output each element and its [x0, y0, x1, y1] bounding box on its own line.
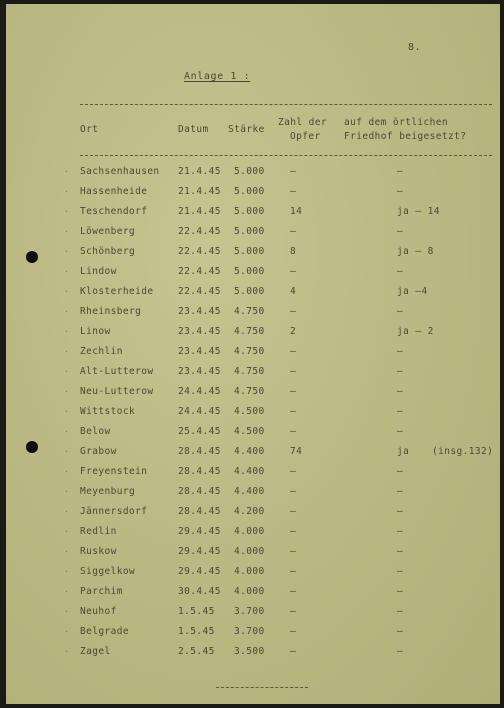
table-row: [6, 466, 500, 486]
table-row: [6, 266, 500, 286]
cell-opfer: –: [290, 366, 297, 377]
cell-friedhof: ja – 8: [397, 246, 434, 257]
end-rule: [216, 687, 308, 688]
cell-opfer: –: [290, 406, 297, 417]
cell-datum: 25.4.45: [178, 426, 221, 437]
cell-staerke: 4.500: [234, 406, 265, 417]
cell-ort: Freyenstein: [80, 466, 148, 477]
cell-ort: Klosterheide: [80, 286, 154, 297]
cell-ort: Linow: [80, 326, 111, 337]
cell-ort: Lindow: [80, 266, 117, 277]
cell-datum: 23.4.45: [178, 366, 221, 377]
cell-opfer: –: [290, 546, 297, 557]
cell-ort: Wittstock: [80, 406, 136, 417]
cell-staerke: 5.000: [234, 246, 265, 257]
row-tick-mark: ·: [64, 407, 70, 416]
cell-ort: Teschendorf: [80, 206, 148, 217]
header-friedhof-line2: Friedhof beigesetzt?: [344, 131, 467, 142]
table-row: [6, 246, 500, 266]
table-row: [6, 406, 500, 426]
row-tick-mark: ·: [64, 607, 70, 616]
row-tick-mark: ·: [64, 627, 70, 636]
table-row: [6, 506, 500, 526]
cell-datum: 30.4.45: [178, 586, 221, 597]
table-top-rule: [80, 104, 492, 105]
table-row: [6, 526, 500, 546]
cell-opfer: 74: [290, 446, 303, 457]
page-number: 8.: [408, 42, 422, 53]
cell-staerke: 3.700: [234, 606, 265, 617]
cell-staerke: 4.400: [234, 466, 265, 477]
table-row: [6, 566, 500, 586]
cell-datum: 1.5.45: [178, 626, 215, 637]
cell-friedhof: –: [397, 306, 404, 317]
cell-staerke: 3.700: [234, 626, 265, 637]
cell-ort: Grabow: [80, 446, 117, 457]
cell-opfer: 14: [290, 206, 303, 217]
cell-opfer: –: [290, 646, 297, 657]
cell-ort: Löwenberg: [80, 226, 136, 237]
cell-datum: 29.4.45: [178, 566, 221, 577]
cell-opfer: –: [290, 466, 297, 477]
document-page: [6, 4, 500, 704]
table-row: [6, 366, 500, 386]
cell-ort: Rheinsberg: [80, 306, 142, 317]
cell-staerke: 4.000: [234, 546, 265, 557]
cell-opfer: –: [290, 186, 297, 197]
cell-staerke: 4.750: [234, 326, 265, 337]
cell-opfer: –: [290, 606, 297, 617]
header-friedhof-line1: auf dem örtlichen: [344, 117, 449, 128]
cell-datum: 29.4.45: [178, 526, 221, 537]
row-tick-mark: ·: [64, 447, 70, 456]
row-tick-mark: ·: [64, 467, 70, 476]
cell-ort: Sachsenhausen: [80, 166, 160, 177]
cell-staerke: 5.000: [234, 266, 265, 277]
row-tick-mark: ·: [64, 267, 70, 276]
header-datum: Datum: [178, 124, 209, 135]
cell-staerke: 4.750: [234, 386, 265, 397]
cell-staerke: 5.000: [234, 226, 265, 237]
cell-staerke: 4.750: [234, 346, 265, 357]
cell-opfer: 8: [290, 246, 297, 257]
cell-staerke: 4.500: [234, 426, 265, 437]
cell-friedhof: –: [397, 646, 404, 657]
cell-datum: 21.4.45: [178, 166, 221, 177]
cell-ort: Belgrade: [80, 626, 129, 637]
cell-friedhof: –: [397, 606, 404, 617]
cell-opfer: –: [290, 566, 297, 577]
cell-friedhof: –: [397, 546, 404, 557]
cell-note: (insg.132): [432, 446, 494, 457]
table-row: [6, 486, 500, 506]
cell-datum: 21.4.45: [178, 206, 221, 217]
header-opfer-line2: Opfer: [290, 131, 321, 142]
header-ort: Ort: [80, 124, 99, 135]
table-row: [6, 286, 500, 306]
cell-ort: Meyenburg: [80, 486, 136, 497]
table-row: [6, 546, 500, 566]
row-tick-mark: ·: [64, 587, 70, 596]
row-tick-mark: ·: [64, 287, 70, 296]
cell-staerke: 5.000: [234, 286, 265, 297]
table-row: [6, 226, 500, 246]
table-row: [6, 626, 500, 646]
cell-staerke: 4.200: [234, 506, 265, 517]
cell-ort: Zechlin: [80, 346, 123, 357]
cell-ort: Parchim: [80, 586, 123, 597]
cell-staerke: 3.500: [234, 646, 265, 657]
cell-opfer: 4: [290, 286, 297, 297]
row-tick-mark: ·: [64, 307, 70, 316]
cell-ort: Redlin: [80, 526, 117, 537]
cell-staerke: 4.750: [234, 366, 265, 377]
cell-friedhof: ja –4: [397, 286, 428, 297]
cell-friedhof: –: [397, 426, 404, 437]
cell-friedhof: –: [397, 586, 404, 597]
cell-friedhof: –: [397, 566, 404, 577]
cell-friedhof: –: [397, 386, 404, 397]
cell-staerke: 4.000: [234, 586, 265, 597]
cell-staerke: 5.000: [234, 186, 265, 197]
cell-datum: 28.4.45: [178, 446, 221, 457]
cell-datum: 22.4.45: [178, 266, 221, 277]
cell-staerke: 4.750: [234, 306, 265, 317]
table-row: [6, 446, 500, 466]
cell-ort: Ruskow: [80, 546, 117, 557]
cell-opfer: –: [290, 526, 297, 537]
page-title: Anlage 1 :: [184, 71, 251, 82]
cell-ort: Hassenheide: [80, 186, 148, 197]
row-tick-mark: ·: [64, 207, 70, 216]
row-tick-mark: ·: [64, 247, 70, 256]
cell-friedhof: –: [397, 266, 404, 277]
cell-friedhof: –: [397, 466, 404, 477]
cell-opfer: –: [290, 486, 297, 497]
row-tick-mark: ·: [64, 227, 70, 236]
table-row: [6, 326, 500, 346]
header-staerke: Stärke: [228, 124, 265, 135]
cell-friedhof: –: [397, 486, 404, 497]
cell-opfer: –: [290, 426, 297, 437]
cell-friedhof: –: [397, 366, 404, 377]
cell-staerke: 4.000: [234, 526, 265, 537]
cell-ort: Neuhof: [80, 606, 117, 617]
cell-datum: 23.4.45: [178, 306, 221, 317]
cell-friedhof: –: [397, 346, 404, 357]
cell-opfer: –: [290, 306, 297, 317]
row-tick-mark: ·: [64, 347, 70, 356]
cell-friedhof: –: [397, 406, 404, 417]
cell-staerke: 4.400: [234, 486, 265, 497]
cell-friedhof: –: [397, 626, 404, 637]
row-tick-mark: ·: [64, 527, 70, 536]
table-row: [6, 606, 500, 626]
cell-datum: 22.4.45: [178, 286, 221, 297]
cell-opfer: –: [290, 586, 297, 597]
cell-datum: 1.5.45: [178, 606, 215, 617]
cell-friedhof: ja: [397, 446, 410, 457]
header-opfer-line1: Zahl der: [278, 117, 327, 128]
row-tick-mark: ·: [64, 187, 70, 196]
cell-datum: 23.4.45: [178, 346, 221, 357]
cell-datum: 21.4.45: [178, 186, 221, 197]
row-tick-mark: ·: [64, 167, 70, 176]
cell-datum: 28.4.45: [178, 506, 221, 517]
cell-ort: Below: [80, 426, 111, 437]
cell-staerke: 5.000: [234, 166, 265, 177]
cell-friedhof: –: [397, 506, 404, 517]
table-row: [6, 426, 500, 446]
cell-datum: 22.4.45: [178, 246, 221, 257]
row-tick-mark: ·: [64, 487, 70, 496]
table-row: [6, 386, 500, 406]
cell-opfer: –: [290, 266, 297, 277]
table-row: [6, 346, 500, 366]
cell-ort: Neu-Lutterow: [80, 386, 154, 397]
cell-opfer: –: [290, 226, 297, 237]
cell-ort: Schönberg: [80, 246, 136, 257]
cell-opfer: 2: [290, 326, 297, 337]
cell-friedhof: –: [397, 186, 404, 197]
cell-datum: 23.4.45: [178, 326, 221, 337]
cell-datum: 24.4.45: [178, 406, 221, 417]
table-header-rule: [80, 155, 492, 156]
cell-datum: 2.5.45: [178, 646, 215, 657]
row-tick-mark: ·: [64, 547, 70, 556]
cell-staerke: 4.000: [234, 566, 265, 577]
cell-friedhof: –: [397, 166, 404, 177]
cell-friedhof: –: [397, 226, 404, 237]
cell-staerke: 4.400: [234, 446, 265, 457]
table-row: [6, 186, 500, 206]
row-tick-mark: ·: [64, 367, 70, 376]
table-row: [6, 586, 500, 606]
cell-opfer: –: [290, 386, 297, 397]
cell-datum: 29.4.45: [178, 546, 221, 557]
cell-friedhof: ja – 14: [397, 206, 440, 217]
row-tick-mark: ·: [64, 387, 70, 396]
cell-opfer: –: [290, 626, 297, 637]
table-row: [6, 206, 500, 226]
cell-datum: 28.4.45: [178, 486, 221, 497]
table-row: [6, 646, 500, 666]
table-row: [6, 166, 500, 186]
cell-datum: 28.4.45: [178, 466, 221, 477]
table-row: [6, 306, 500, 326]
cell-datum: 22.4.45: [178, 226, 221, 237]
cell-friedhof: ja – 2: [397, 326, 434, 337]
cell-ort: Alt-Lutterow: [80, 366, 154, 377]
cell-opfer: –: [290, 346, 297, 357]
cell-opfer: –: [290, 166, 297, 177]
cell-staerke: 5.000: [234, 206, 265, 217]
cell-datum: 24.4.45: [178, 386, 221, 397]
row-tick-mark: ·: [64, 327, 70, 336]
cell-friedhof: –: [397, 526, 404, 537]
row-tick-mark: ·: [64, 427, 70, 436]
cell-ort: Zagel: [80, 646, 111, 657]
cell-ort: Siggelkow: [80, 566, 136, 577]
cell-opfer: –: [290, 506, 297, 517]
row-tick-mark: ·: [64, 507, 70, 516]
cell-ort: Jännersdorf: [80, 506, 148, 517]
row-tick-mark: ·: [64, 647, 70, 656]
row-tick-mark: ·: [64, 567, 70, 576]
